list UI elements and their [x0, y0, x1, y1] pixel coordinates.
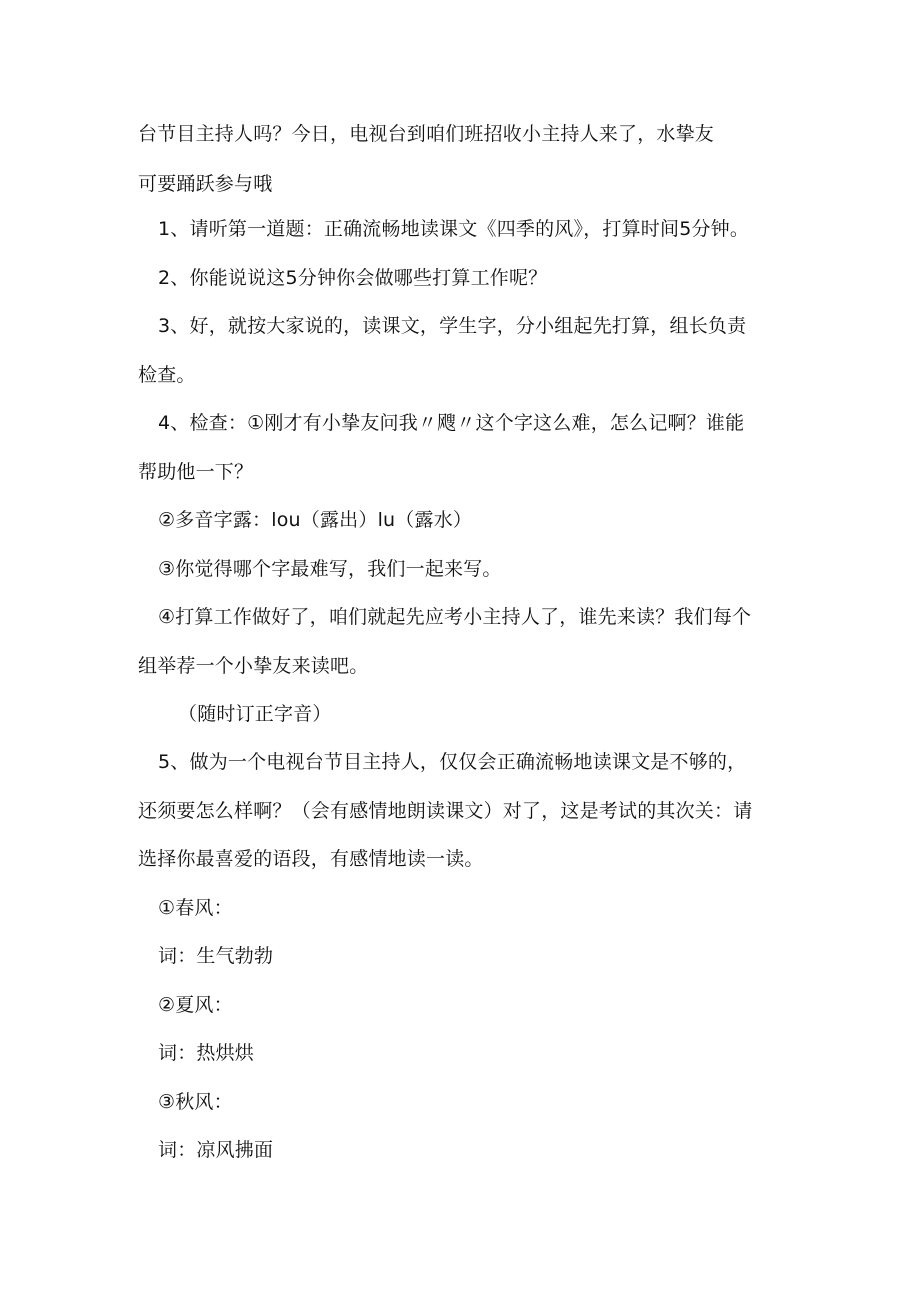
preparation-line-1: ④打算工作做好了，咱们就起先应考小主持人了，谁先来读？我们每个	[158, 606, 752, 628]
summer-wind-words: 词：热烘烘	[158, 1042, 255, 1064]
spring-wind-label: ①春风：	[158, 897, 233, 919]
autumn-wind-words: 词：凉风拂面	[158, 1139, 274, 1161]
paragraph-line-1: 台节目主持人吗？今日，电视台到咱们班招收小主持人来了，水挚友	[138, 123, 715, 145]
hard-character-line: ③你觉得哪个字最难写，我们一起来写。	[158, 558, 502, 580]
correction-note: （随时订正字音）	[178, 703, 332, 725]
question-5-line-3: 选择你最喜爱的语段，有感情地读一读。	[138, 848, 484, 870]
question-3-line-1: 3、好，就按大家说的，读课文，学生字，分小组起先打算，组长负责	[158, 315, 747, 337]
question-4-line-2: 帮助他一下？	[138, 461, 254, 483]
polyphonic-character-line: ②多音字露：lou（露出）lu（露水）	[158, 509, 473, 531]
paragraph-line-2: 可要踊跃参与哦	[138, 173, 273, 195]
summer-wind-label: ②夏风：	[158, 994, 233, 1016]
question-4-line-1: 4、检查：①刚才有小挚友问我〃飕〃这个字这么难，怎么记啊？谁能	[158, 412, 745, 434]
question-3-line-2: 检查。	[138, 364, 196, 386]
autumn-wind-label: ③秋风：	[158, 1091, 233, 1113]
question-5-line-2: 还须要怎么样啊？（会有感情地朗读课文）对了，这是考试的其次关：请	[138, 800, 753, 822]
question-2-line: 2、你能说说这5分钟你会做哪些打算工作呢？	[158, 267, 548, 289]
spring-wind-words: 词：生气勃勃	[158, 945, 274, 967]
preparation-line-2: 组举荐一个小挚友来读吧。	[138, 655, 369, 677]
question-1-line: 1、请听第一道题：正确流畅地读课文《四季的风》，打算时间5分钟。	[158, 218, 750, 240]
question-5-line-1: 5、做为一个电视台节目主持人，仅仅会正确流畅地读课文是不够的，	[158, 751, 747, 773]
